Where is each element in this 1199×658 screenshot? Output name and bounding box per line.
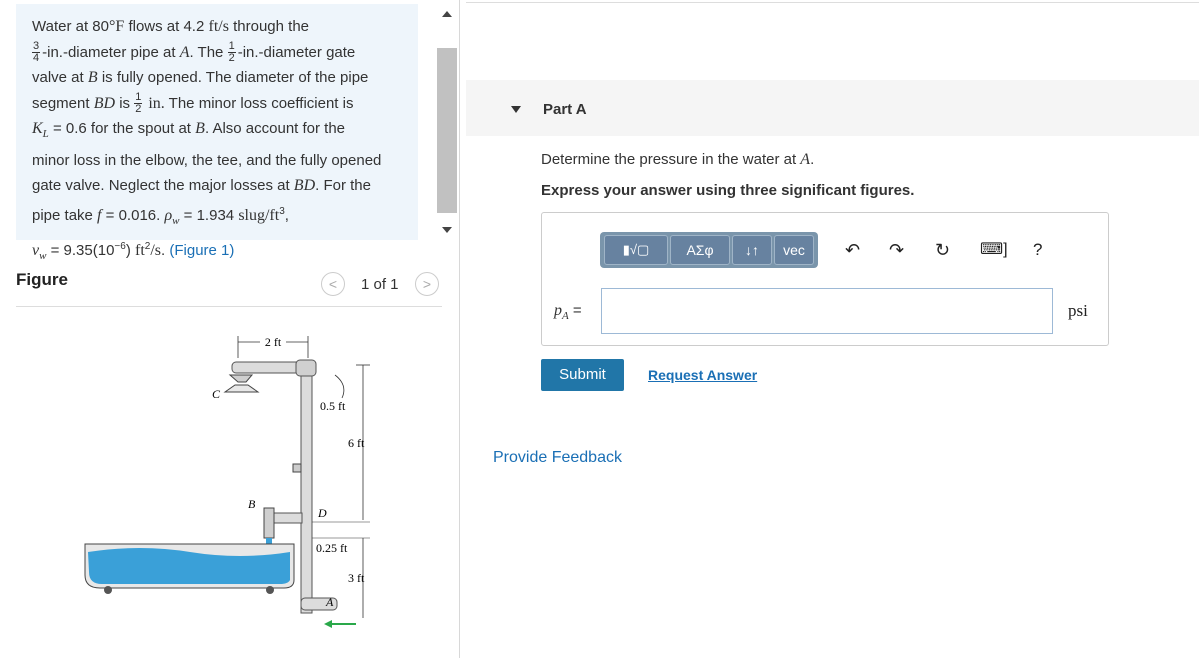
label-3ft: 3 ft (348, 571, 365, 585)
gate-valve-b (264, 508, 274, 538)
help-button[interactable]: ? (1033, 240, 1043, 259)
question-text (541, 151, 814, 169)
reset-icon[interactable]: ↻ (935, 240, 951, 260)
nu-subscript: w (39, 250, 47, 262)
collapse-triangle-icon[interactable] (511, 106, 521, 113)
answer-area (541, 212, 1109, 346)
templates-icon: ▮√▢ (622, 242, 650, 257)
elbow (296, 360, 316, 376)
answer-equals: = (568, 302, 582, 319)
problem-text-seg: flows at 4.2 (124, 18, 209, 35)
problem-text-seg: through the (228, 18, 310, 35)
problem-text-seg: . Also account for the (204, 120, 346, 137)
left-scrollbar[interactable] (433, 0, 459, 658)
segment-bd: BD (293, 177, 316, 194)
tee-fitting (293, 464, 301, 472)
templates-button[interactable] (604, 235, 668, 265)
label-6ft: 6 ft (348, 436, 365, 450)
problem-text-seg: is fully opened. The diameter of the pipe (97, 69, 369, 86)
kl-symbol: K (32, 120, 43, 137)
keyboard-icon[interactable]: ⌨] (980, 241, 1008, 258)
problem-text-seg: = 0.6 for the spout at (48, 120, 196, 137)
question-text-seg: . (810, 151, 815, 168)
label-b: B (248, 497, 256, 511)
request-answer-link[interactable]: Request Answer (648, 367, 758, 383)
question-text-seg: Determine the pressure in the water at (541, 151, 801, 168)
problem-text-seg: , (284, 206, 289, 224)
undo-icon[interactable]: ↶ (845, 240, 861, 260)
answer-unit: psi (1068, 301, 1088, 320)
scroll-down-arrow-icon[interactable] (442, 227, 452, 233)
submit-button[interactable]: Submit (541, 359, 624, 391)
scroll-thumb[interactable] (437, 48, 457, 213)
problem-text-seg: = 9.35(10 (46, 242, 115, 259)
problem-text-seg: Water at 80 (32, 18, 109, 35)
kl-subscript: L (42, 128, 49, 140)
provide-feedback-link[interactable]: Provide Feedback (493, 449, 622, 466)
problem-text-seg: valve at (32, 69, 88, 86)
answer-variable: p (554, 302, 562, 319)
problem-text (32, 14, 412, 270)
label-a: A (326, 595, 334, 609)
problem-text-seg: . The (189, 43, 228, 61)
nu-symbol: ν (32, 242, 40, 259)
inch-unit: in. (144, 94, 165, 112)
friction-factor-symbol: f (97, 206, 102, 224)
figure-page-count: 1 of 1 (361, 276, 399, 293)
temp-unit: °F (108, 18, 125, 35)
greek-symbols-button[interactable]: ΑΣφ (670, 235, 730, 265)
figure-title: Figure (16, 270, 68, 289)
velocity-unit: ft/s (208, 18, 229, 35)
figure-divider (16, 306, 442, 307)
answer-input[interactable] (601, 288, 1053, 334)
label-025ft: 0.25 ft (316, 541, 348, 555)
fraction-three-quarters: $\frac{3}{4}$ (33, 40, 40, 65)
vertical-pipe (301, 368, 312, 613)
figure-next-button[interactable]: > (415, 272, 439, 296)
label-c: C (212, 387, 221, 401)
viscosity-unit: ft (135, 242, 145, 259)
problem-text-seg: -in.-diameter gate (237, 43, 356, 61)
problem-text-seg: . (161, 242, 170, 259)
pane-divider (459, 0, 460, 658)
problem-panel (16, 4, 418, 262)
rho-subscript: w (172, 214, 180, 227)
point-b: B (87, 69, 98, 86)
top-divider (466, 2, 1199, 3)
math-toolbar (600, 232, 818, 268)
point-a: A (179, 43, 190, 61)
fraction-half: $\frac{1}{2}$ (228, 40, 235, 65)
part-a-header[interactable] (466, 80, 1199, 136)
label-d: D (318, 506, 327, 520)
problem-text-seg: ) (125, 242, 135, 259)
part-a-title: Part A (543, 101, 587, 118)
viscosity-unit-denominator: /s (150, 242, 162, 259)
point-b: B (195, 120, 205, 137)
problem-text-seg: gate valve. Neglect the major losses at (32, 177, 294, 194)
redo-icon[interactable]: ↷ (889, 240, 905, 260)
viscosity-unit-exponent: 2 (144, 241, 151, 252)
label-05ft: 0.5 ft (320, 399, 346, 413)
problem-text-seg: pipe take (32, 206, 98, 224)
label-2ft: 2 ft (264, 335, 282, 349)
rho-symbol: ρ (164, 206, 173, 224)
figure-link[interactable]: (Figure 1) (169, 242, 235, 259)
segment-bd: BD (93, 94, 116, 112)
problem-text-seg: -in.-diameter pipe at (42, 43, 180, 61)
answer-label (554, 302, 582, 322)
fraction-half: $\frac{1}{2}$ (135, 91, 142, 116)
spout-c (225, 385, 258, 392)
problem-text-seg: The minor loss coefficient is (164, 94, 354, 112)
problem-text-seg: segment (32, 94, 94, 112)
arrows-button[interactable]: ↓↑ (732, 235, 772, 265)
problem-text-seg: minor loss in the elbow, the tee, and the fully opened (32, 151, 382, 169)
scroll-up-arrow-icon[interactable] (442, 11, 452, 17)
problem-text-seg: . For the (315, 177, 371, 194)
question-variable: A (800, 151, 811, 168)
answer-subscript: A (562, 310, 569, 322)
density-unit-exponent: 3 (279, 205, 285, 217)
problem-text-seg: is (115, 94, 135, 112)
figure-prev-button[interactable]: < (321, 272, 345, 296)
nu-exponent: −6 (114, 241, 126, 252)
problem-text-seg: = 1.934 (179, 206, 239, 224)
shower-head (230, 375, 252, 382)
bathtub-pipe-figure (80, 330, 380, 630)
vec-button[interactable]: vec (774, 235, 814, 265)
answer-instruction: Express your answer using three significant figures. (541, 182, 915, 199)
density-unit: slug/ft (238, 206, 280, 224)
problem-text-seg: = 0.016. (101, 206, 165, 224)
